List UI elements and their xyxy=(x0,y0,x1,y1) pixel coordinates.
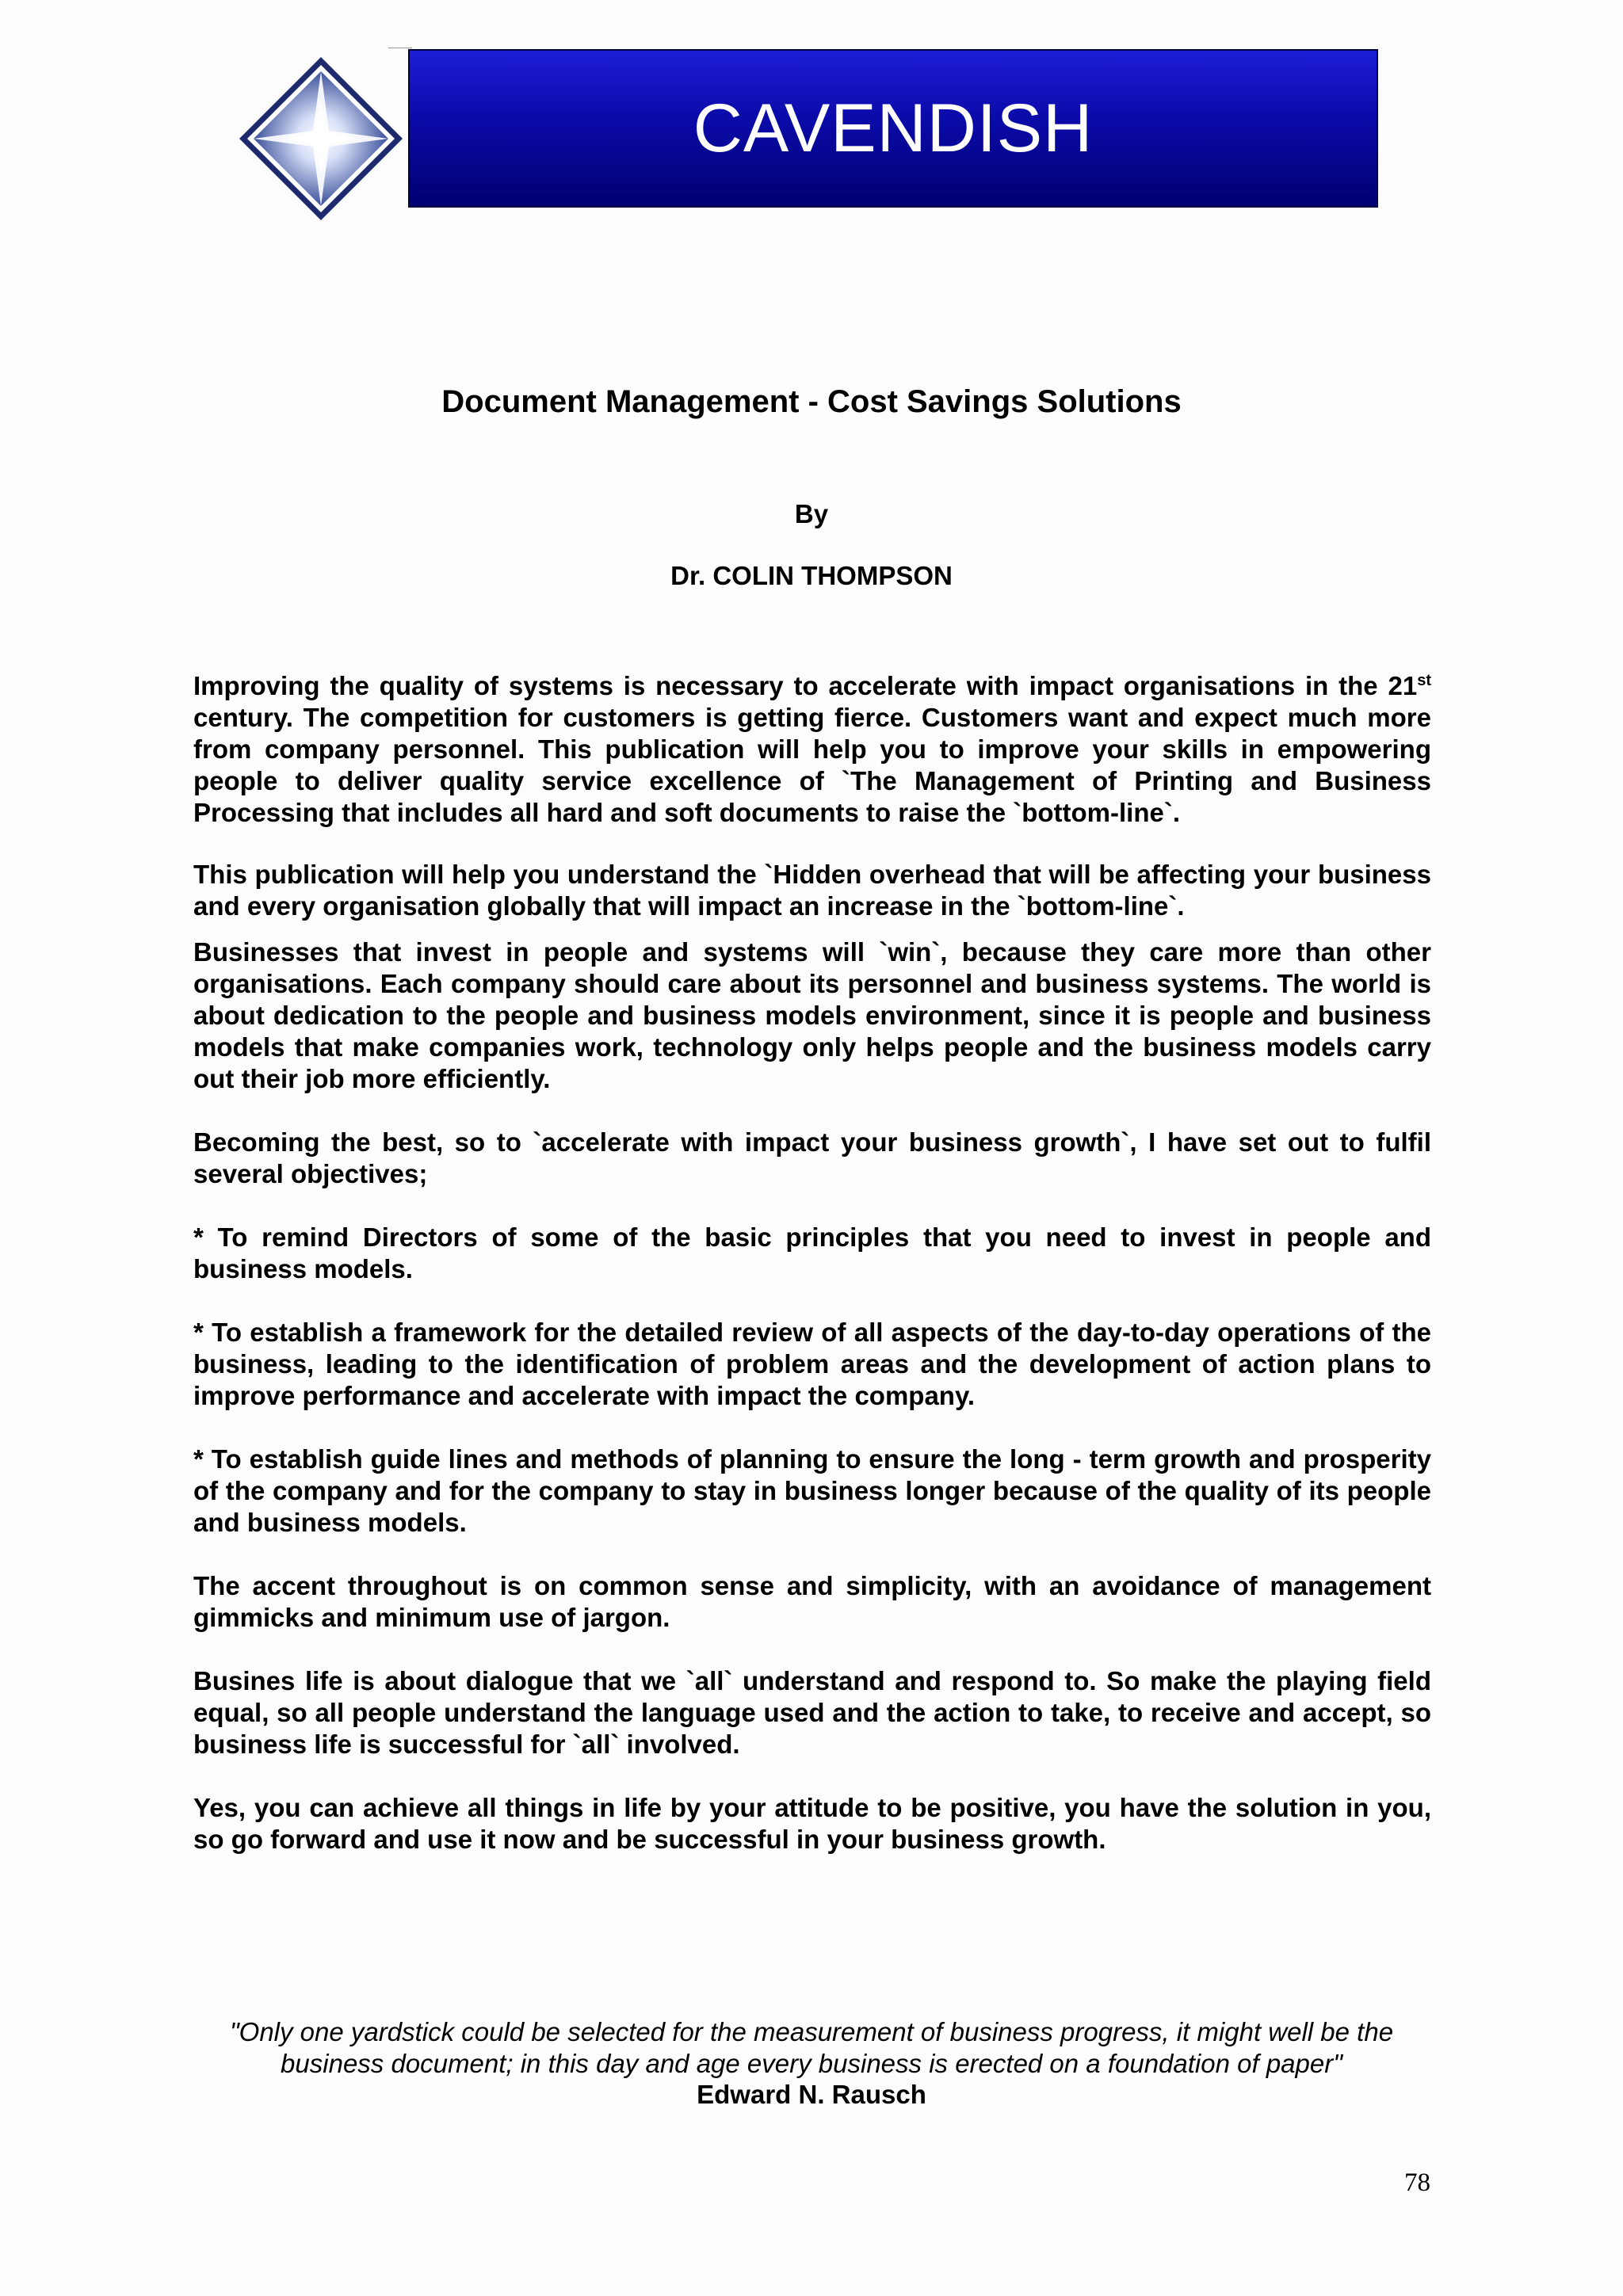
document-body xyxy=(193,670,1431,1855)
byline: By xyxy=(794,499,829,528)
paragraph: This publication will help you understand the `Hidden overhead that will be affecting your business and every organisation globally that will impact an increase in the `bottom-line`. xyxy=(193,860,1431,921)
objective-item: * To establish a framework for the detailed review of all aspects of the day-to-day operations of the business, leading to the identification of problem areas and the development of action plans to improve performance and accelerate with impact the company. xyxy=(193,1318,1431,1410)
paragraph: Busines life is about dialogue that we `all` understand and respond to. So make the playing field equal, so all people understand the language used and the action to take, to receive and accept, so business life is successful for `all` involved. xyxy=(193,1666,1431,1759)
paragraph: Becoming the best, so to `accelerate with impact your business growth`, I have set out to fulfil several objectives; xyxy=(193,1127,1431,1188)
brand-banner xyxy=(408,49,1378,208)
paragraph: Businesses that invest in people and systems will `win`, because they care more than other organisations. Each company should care about its personnel and business systems. The world is about dedication to the people and business models environment, since it is people and business models that make companies work, technology only helps people and the business models carry out their job more efficiently. xyxy=(193,937,1431,1093)
page-number: 78 xyxy=(1404,2168,1430,2197)
ordinal-suffix: st xyxy=(1417,672,1431,689)
paragraph: Improving the quality of systems is necessary to accelerate with impact organisations in the 21st century. The competition for customers is getting fierce. Customers want and expect much more from company personnel. This publication will help you to improve your skills in empowering people to deliver quality service excellence of `The Management of Printing and Business Processing that includes all hard and soft documents to raise the `bottom-line`. xyxy=(193,671,1431,827)
quote-author: Edward N. Rausch xyxy=(697,2080,926,2109)
paragraph: The accent throughout is on common sense and simplicity, with an avoidance of management gimmicks and minimum use of jargon. xyxy=(193,1571,1431,1632)
closing-quote xyxy=(0,2016,1623,2080)
quote-line: "Only one yardstick could be selected for the measurement of business progress, it might well be the xyxy=(229,2017,1394,2046)
diamond-star-icon xyxy=(238,55,404,222)
objective-item: * To remind Directors of some of the basic principles that you need to invest in people and business models. xyxy=(193,1222,1431,1283)
brand-name: CAVENDISH xyxy=(693,90,1094,166)
author-name: Dr. COLIN THOMPSON xyxy=(670,561,953,590)
objective-item: * To establish guide lines and methods of planning to ensure the long - term growth and prosperity of the company and for the company to stay in business longer because of the quality of its people and business models. xyxy=(193,1444,1431,1537)
quote-line: business document; in this day and age every business is erected on a foundation of paper" xyxy=(281,2049,1342,2078)
paragraph: Yes, you can achieve all things in life by your attitude to be positive, you have the solution in you, so go forward and use it now and be successful in your business growth. xyxy=(193,1793,1431,1854)
document-title: Document Management - Cost Savings Solutions xyxy=(441,384,1182,419)
